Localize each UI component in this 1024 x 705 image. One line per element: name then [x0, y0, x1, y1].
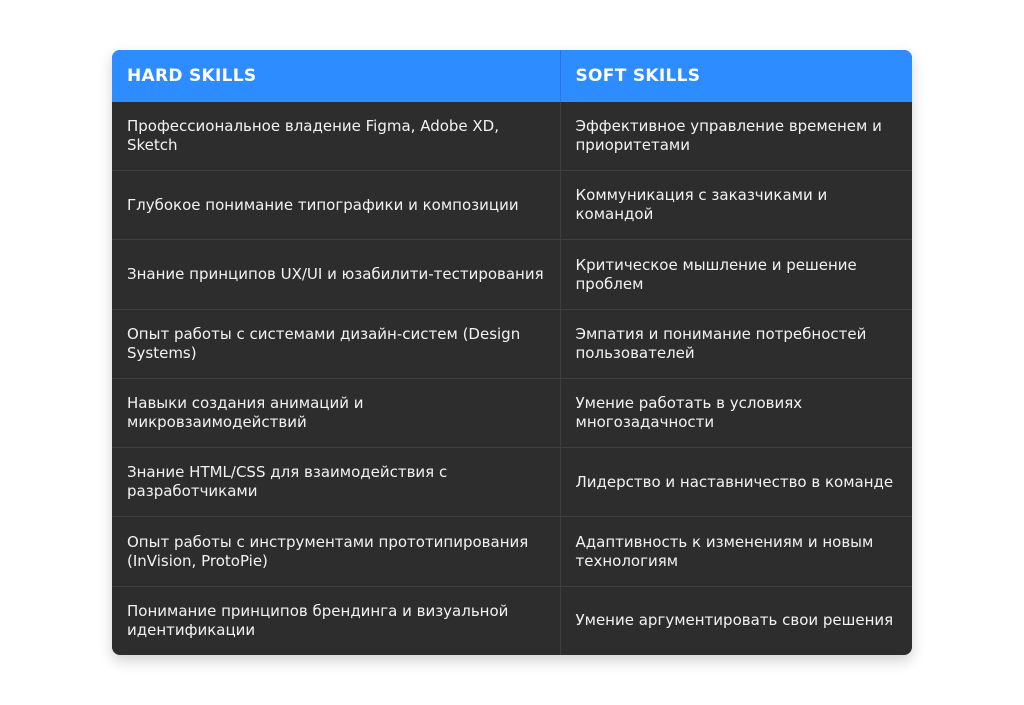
hard-skill-cell: Опыт работы с системами дизайн-систем (Design Systems) [112, 309, 560, 378]
hard-skill-cell: Опыт работы с инструментами прототипирования (InVision, ProtoPie) [112, 517, 560, 586]
table-row [112, 309, 912, 378]
table-row [112, 586, 912, 655]
soft-skill-cell: Умение работать в условиях многозадачности [560, 378, 912, 447]
soft-skill-cell: Эффективное управление временем и приоритетами [575, 117, 882, 155]
header-soft-skills: SOFT SKILLS [560, 50, 912, 102]
hard-skill-cell: Навыки создания анимаций и микровзаимодействий [112, 378, 560, 447]
table-row [112, 102, 912, 171]
skills-table [112, 50, 912, 655]
soft-skill-cell: Коммуникация с заказчиками и командой [560, 171, 912, 240]
table-header [112, 50, 912, 102]
soft-skill-cell: Умение аргументировать свои решения [560, 586, 912, 655]
hard-skill-cell: Понимание принципов брендинга и визуальной идентификации [112, 586, 560, 655]
table-row [112, 171, 912, 240]
table-row [112, 448, 912, 517]
table-body [112, 102, 912, 655]
table-row [112, 517, 912, 586]
hard-skill-cell: Знание принципов UX/UI и юзабилити-тестирования [112, 240, 560, 309]
hard-skill-cell: Глубокое понимание типографики и композиции [112, 171, 560, 240]
header-hard-skills: HARD SKILLS [112, 50, 560, 102]
skills-table-card [112, 50, 912, 655]
hard-skill-cell: Профессиональное владение Figma, Adobe XD, Sketch [112, 102, 560, 171]
soft-skill-cell: Лидерство и наставничество в команде [560, 448, 912, 517]
soft-skill-cell: Адаптивность к изменениям и новым технологиям [560, 517, 912, 586]
soft-skill-cell: Эмпатия и понимание потребностей пользователей [560, 309, 912, 378]
table-row [112, 378, 912, 447]
header-row [112, 50, 912, 102]
table-row [112, 240, 912, 309]
soft-skill-cell: Критическое мышление и решение проблем [560, 240, 912, 309]
hard-skill-cell: Знание HTML/CSS для взаимодействия с разработчиками [112, 448, 560, 517]
